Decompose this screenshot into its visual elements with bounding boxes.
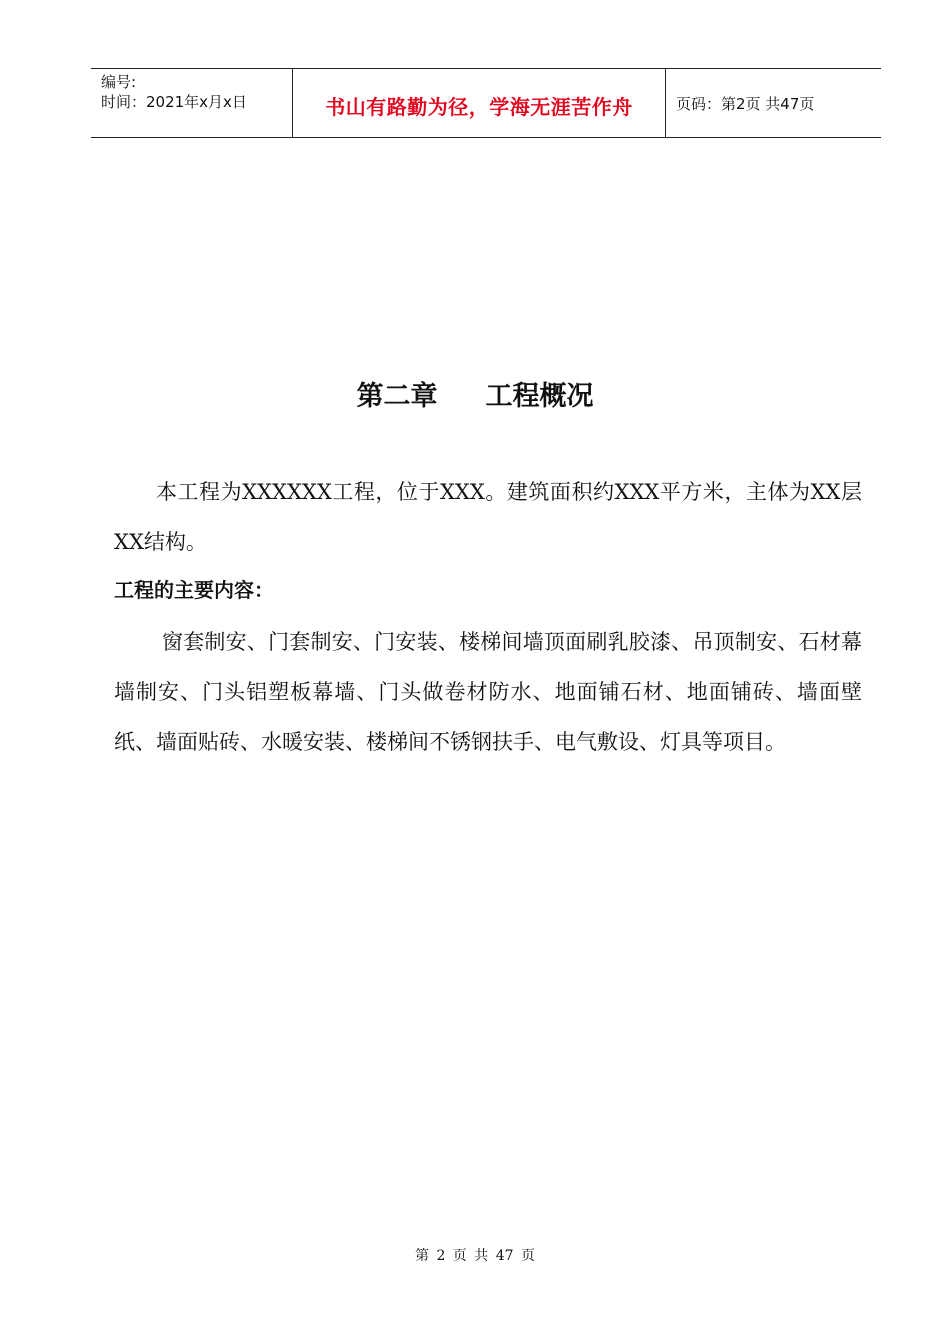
header-left-cell — [91, 69, 293, 137]
header-page-info: 页码：第2页 共47页 — [676, 95, 815, 113]
page-footer: 第 2 页 共 47 页 — [415, 1248, 535, 1264]
header-middle-cell — [293, 69, 666, 137]
header-right-cell — [666, 69, 881, 137]
chapter-heading — [0, 374, 950, 413]
section-subheading: 工程的主要内容： — [114, 578, 274, 602]
chapter-title: 工程概况 — [485, 381, 594, 412]
page-header — [91, 68, 881, 138]
header-motto: 书山有路勤为径，学海无涯苦作舟 — [325, 95, 633, 119]
content-paragraph: 窗套制安、门套制安、门安装、楼梯间墙顶面刷乳胶漆、吊顶制安、石材幕墙制安、门头铝塑板幕墙、门头做卷材防水、地面铺石材、地面铺砖、墙面壁纸、墙面贴砖、水暖安装、楼梯间不锈钢扶手、电气敷设、灯具等项目。 — [114, 630, 862, 754]
time-label: 时间：2021年x月x日 — [101, 93, 247, 111]
intro-paragraph: 本工程为XXXXXX工程，位于XXX。建筑面积约XXX平方米，主体为XX层XX结构。 — [114, 480, 862, 554]
number-label: 编号: — [101, 73, 137, 91]
chapter-number: 第二章 — [356, 381, 438, 412]
